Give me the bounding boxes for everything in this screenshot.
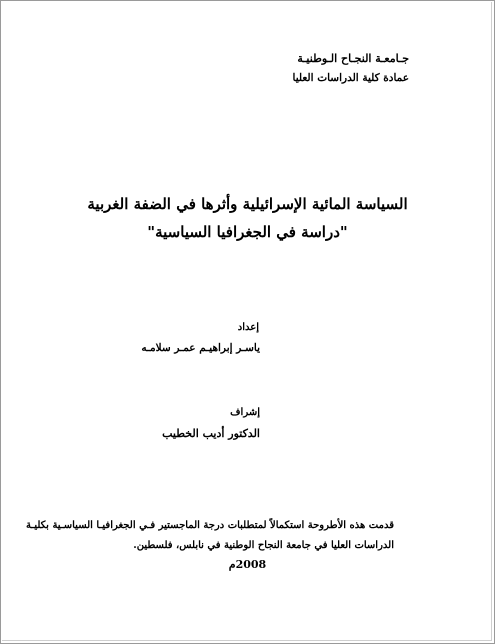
author-name: ياسـر إبراهيـم عمـر سلامـه bbox=[141, 342, 260, 354]
submission-statement-line2: الدراسات العليا في جامعة النجاح الوطنية في نابلس، فلسطين. bbox=[133, 540, 394, 551]
supervisor-name: الدكتور أديب الخطيب bbox=[162, 427, 260, 440]
deanship-name: عمادة كلية الدراسات العليا bbox=[292, 72, 409, 84]
prepared-by-label: إعداد bbox=[237, 322, 259, 333]
thesis-title: السياسة المائية الإسرائيلية وأثرها في الضفة الغربية bbox=[87, 195, 408, 213]
submission-year: 2008م bbox=[228, 558, 267, 571]
thesis-subtitle: "دراسة في الجغرافيا السياسية" bbox=[147, 223, 348, 241]
supervision-label: إشراف bbox=[230, 407, 260, 418]
university-name: جـامعـة النجـاح الـوطنيـة bbox=[297, 52, 409, 65]
submission-statement-line1: قدمت هذه الأطروحة استكمالاً لمتطلبات درجة الماجستير فـي الجغرافيـا السياسـية بكليـة bbox=[26, 520, 394, 531]
